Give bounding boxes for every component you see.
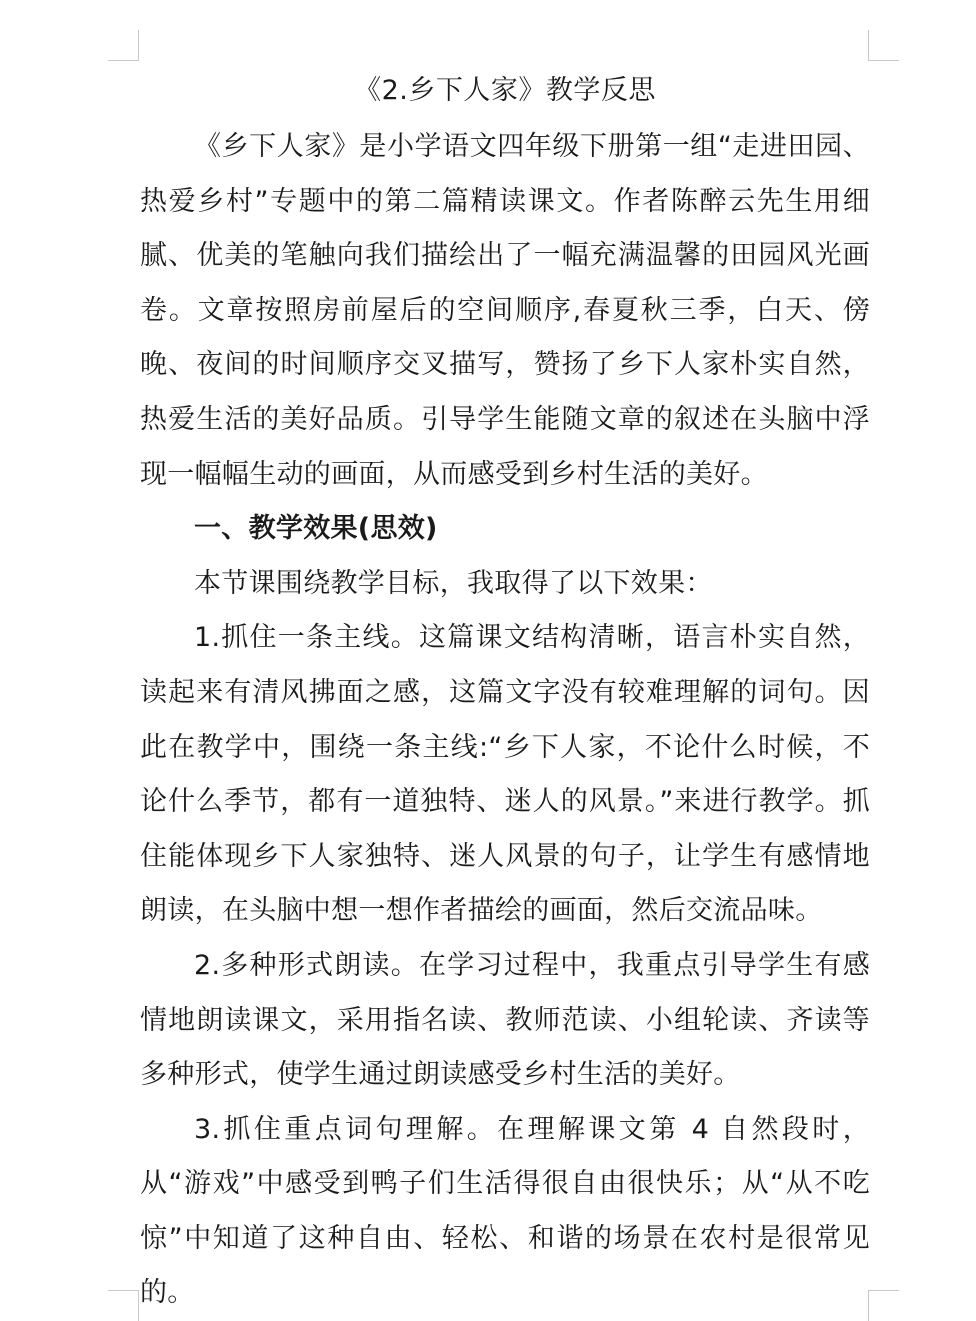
point-3-paragraph: 3.抓住重点词句理解。在理解课文第 4 自然段时，从“游戏”中感受到鸭子们生活得很自由很快乐；从“从不吃惊”中知道了这种自由、轻松、和谐的场景在农村是很常见的。 <box>140 1113 870 1309</box>
crop-mark-top-left <box>108 30 139 61</box>
intro-paragraph: 《乡下人家》是小学语文四年级下册第一组“走进田园、热爱乡村”专题中的第二篇精读课文。作者陈醉云先生用细腻、优美的笔触向我们描绘出了一幅充满温馨的田园风光画卷。文章按照房前屋后的空间顺序,春夏秋三季，白天、傍晚、夜间的时间顺序交叉描写，赞扬了乡下人家朴实自然，热爱生活的美好品质。引导学生能随文章的叙述在头脑中浮现一幅幅生动的画面，从而感受到乡村生活的美好。 <box>140 131 870 490</box>
crop-mark-bottom-left <box>108 1290 139 1321</box>
point-2-paragraph: 2.多种形式朗读。在学习过程中，我重点引导学生有感情地朗读课文，采用指名读、教师范读、小组轮读、齐读等多种形式，使学生通过朗读感受乡村生活的美好。 <box>140 949 870 1091</box>
section-intro-paragraph: 本节课围绕教学目标，我取得了以下效果： <box>194 567 713 599</box>
crop-mark-bottom-right <box>868 1290 899 1321</box>
document-body <box>140 68 870 1321</box>
section-heading: 一、教学效果(思效) <box>194 513 438 545</box>
crop-mark-top-right <box>868 30 899 61</box>
document-title: 《2.乡下人家》教学反思 <box>354 75 656 106</box>
point-1-paragraph: 1.抓住一条主线。这篇课文结构清晰，语言朴实自然，读起来有清风拂面之感，这篇文字没有较难理解的词句。因此在教学中，围绕一条主线:“乡下人家，不论什么时候，不论什么季节，都有一道独特、迷人的风景。”来进行教学。抓住能体现乡下人家独特、迷人风景的句子，让学生有感情地朗读，在头脑中想一想作者描绘的画面，然后交流品味。 <box>140 622 870 927</box>
